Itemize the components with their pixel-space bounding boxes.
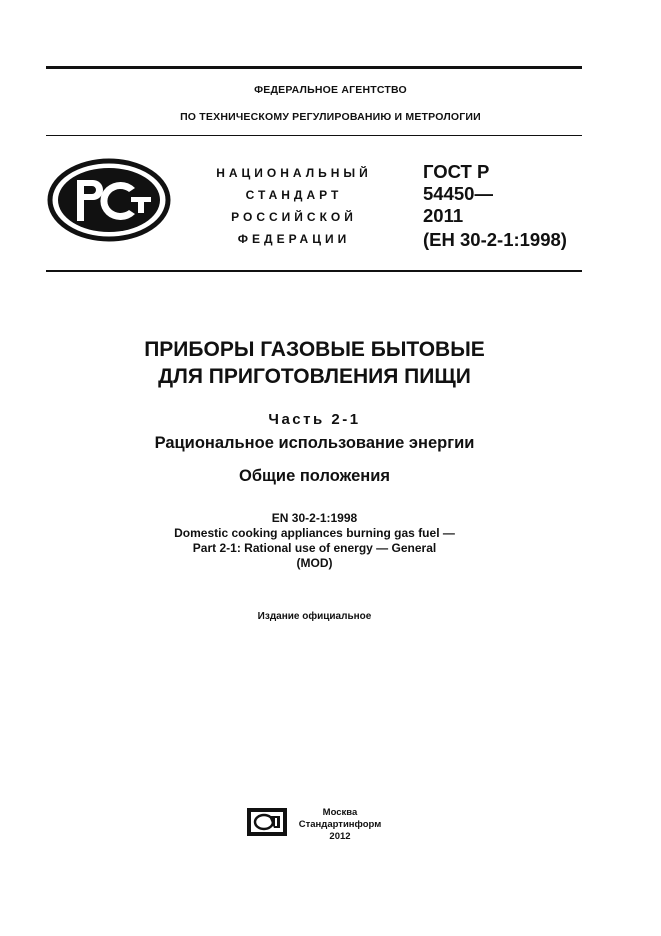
publisher-name: Стандартинформ [298, 819, 382, 830]
masthead-divider [46, 270, 582, 272]
standard-type-line-4: ФЕДЕРАЦИИ [237, 232, 351, 246]
standard-type-line-3: РОССИЙСКОЙ [231, 210, 357, 224]
publisher-city: Москва [322, 807, 358, 818]
header-divider [46, 135, 582, 136]
gost-r-logo-icon [47, 158, 171, 242]
part-name: Рациональное использование энергии [154, 434, 475, 452]
part-label: Часть 2-1 [268, 411, 361, 428]
document-title-line-2: ДЛЯ ПРИГОТОВЛЕНИЯ ПИЩИ [158, 365, 471, 388]
gost-designation-line-1: ГОСТ Р [423, 161, 490, 182]
top-rule [46, 66, 582, 69]
en-equivalent-line-1: EN 30-2-1:1998 [271, 511, 358, 525]
gost-designation-line-4: (ЕН 30-2-1:1998) [423, 229, 567, 250]
gost-designation-line-2: 54450— [423, 183, 493, 204]
agency-line-1: ФЕДЕРАЛЬНОЕ АГЕНТСТВО [254, 84, 407, 96]
standartinform-logo-icon [247, 808, 287, 836]
en-equivalent-line-2: Domestic cooking appliances burning gas fuel — [174, 526, 455, 540]
en-equivalent-line-3: Part 2-1: Rational use of energy — General [192, 541, 437, 555]
part-subname: Общие положения [238, 467, 390, 485]
standard-type-line-2: СТАНДАРТ [245, 188, 343, 202]
edition-label: Издание официальное [257, 611, 372, 622]
gost-designation-line-3: 2011 [423, 205, 464, 226]
agency-line-2: ПО ТЕХНИЧЕСКОМУ РЕГУЛИРОВАНИЮ И МЕТРОЛОГИИ [180, 111, 481, 123]
document-title-line-1: ПРИБОРЫ ГАЗОВЫЕ БЫТОВЫЕ [144, 338, 485, 361]
standard-type-line-1: НАЦИОНАЛЬНЫЙ [216, 166, 372, 180]
en-equivalent-line-4: (MOD) [296, 556, 333, 570]
publisher-year: 2012 [329, 831, 351, 842]
